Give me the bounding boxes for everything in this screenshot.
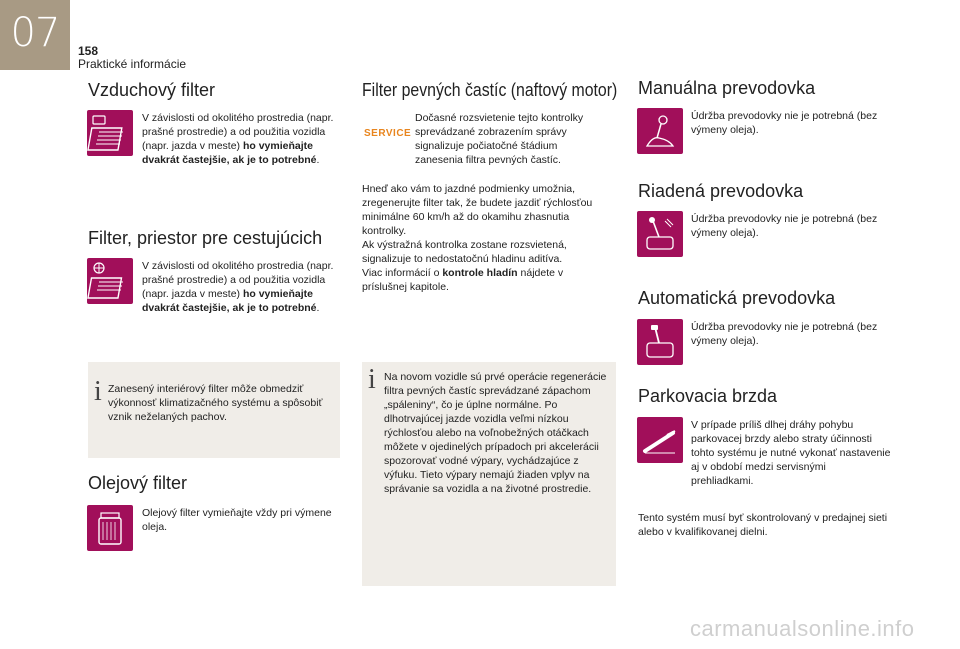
service-warning-text: Dočasné rozsvietenie tejto kontrolky sprevádzané zobrazením správy signalizuje počiatočné štádium zanesenia filtra pevných častíc. xyxy=(415,112,584,166)
particle-filter-text: Hneď ako vám to jazdné podmienky umožnia, zregenerujte filter tak, že budete jazdiť rýchlosťou minimálne 60 km/h až do okamihu zhasnutia kontrolky. Ak výstražná kontrolka zostane rozsvietená, signalizuje to nedostatočnú hladinu aditíva. Viac informácií o kontrole hladín nájdete v príslušnej kapitole. xyxy=(362,183,593,293)
section-title: Praktické informácie xyxy=(78,57,187,71)
cabin-filter-heading: Filter, priestor pre cestujúcich xyxy=(88,228,323,248)
parking-brake-heading: Parkovacia brzda xyxy=(638,386,778,406)
air-filter-icon xyxy=(87,110,133,156)
info-icon: i xyxy=(368,364,376,395)
chapter-tab xyxy=(0,0,70,70)
automatic-gearbox-heading: Automatická prevodovka xyxy=(638,288,836,308)
chapter-number: 07 xyxy=(10,10,60,56)
particle-filter-heading: Filter pevných častíc (naftový motor) xyxy=(362,80,618,100)
manual-gearbox-heading: Manuálna prevodovka xyxy=(638,78,816,98)
info-box-particle-filter xyxy=(362,362,616,586)
cabin-filter-icon xyxy=(87,258,133,304)
automated-gearbox-heading: Riadená prevodovka xyxy=(638,181,804,201)
info-box-text: Na novom vozidle sú prvé operácie regenerácie filtra pevných častíc sprevádzané zápachom „spáleniny“, čo je úplne normálne. Po dlhotrvajúcej jazde vozidla veľmi nízkou rýchlosťou alebo na voľnobežných otáčkach môžete v ojedinelých prípadoch pri akcelerácii spozorovať vodné výpary, vychádzajúce z výfuku. Tieto výpary nemajú žiaden vplyv na správanie sa vozidla a na životné prostredie. xyxy=(384,371,607,495)
air-filter-heading: Vzduchový filter xyxy=(88,80,216,100)
air-filter-text: V závislosti od okolitého prostredia (napr. prašné prostredie) a od použitia vozidla (napr. jazda v meste) ho vymieňajte dvakrát častejšie, ak je to potrebné. xyxy=(142,112,334,166)
info-box-cabin-filter xyxy=(88,362,340,458)
manual-gearbox-icon xyxy=(637,108,683,154)
service-warning-icon xyxy=(364,127,412,139)
info-box-text: Zanesený interiérový filter môže obmedziť výkonnosť klimatizačného systému a spôsobiť vznik neželaných pachov. xyxy=(108,383,323,423)
oil-filter-icon xyxy=(87,505,133,551)
oil-filter-heading: Olejový filter xyxy=(88,473,188,493)
automatic-gearbox-icon xyxy=(637,319,683,365)
page-number: 158 xyxy=(78,44,99,58)
info-icon: i xyxy=(94,376,102,407)
parking-brake-icon xyxy=(637,417,683,463)
manual-gearbox-text: Údržba prevodovky nie je potrebná (bez výmeny oleja). xyxy=(691,110,878,136)
automatic-gearbox-text: Údržba prevodovky nie je potrebná (bez výmeny oleja). xyxy=(691,321,878,347)
automated-gearbox-text: Údržba prevodovky nie je potrebná (bez výmeny oleja). xyxy=(691,213,878,239)
watermark: carmanualsonline.info xyxy=(690,616,915,641)
oil-filter-text: Olejový filter vymieňajte vždy pri výmene oleja. xyxy=(142,507,332,533)
parking-brake-text: V prípade príliš dlhej dráhy pohybu parkovacej brzdy alebo straty účinnosti tohto systému je nutné vykonať nastavenie aj v období medzi servisnými prehliadkami. xyxy=(691,419,891,487)
cabin-filter-text: V závislosti od okolitého prostredia (napr. prašné prostredie) a od použitia vozidla (napr. jazda v meste) ho vymieňajte dvakrát častejšie, ak je to potrebné. xyxy=(142,260,334,314)
parking-brake-footer: Tento systém musí byť skontrolovaný v predajnej sieti alebo v kvalifikovanej dielni. xyxy=(638,512,888,538)
svg-text:SERVICE: SERVICE xyxy=(364,128,412,139)
automated-gearbox-icon xyxy=(637,211,683,257)
